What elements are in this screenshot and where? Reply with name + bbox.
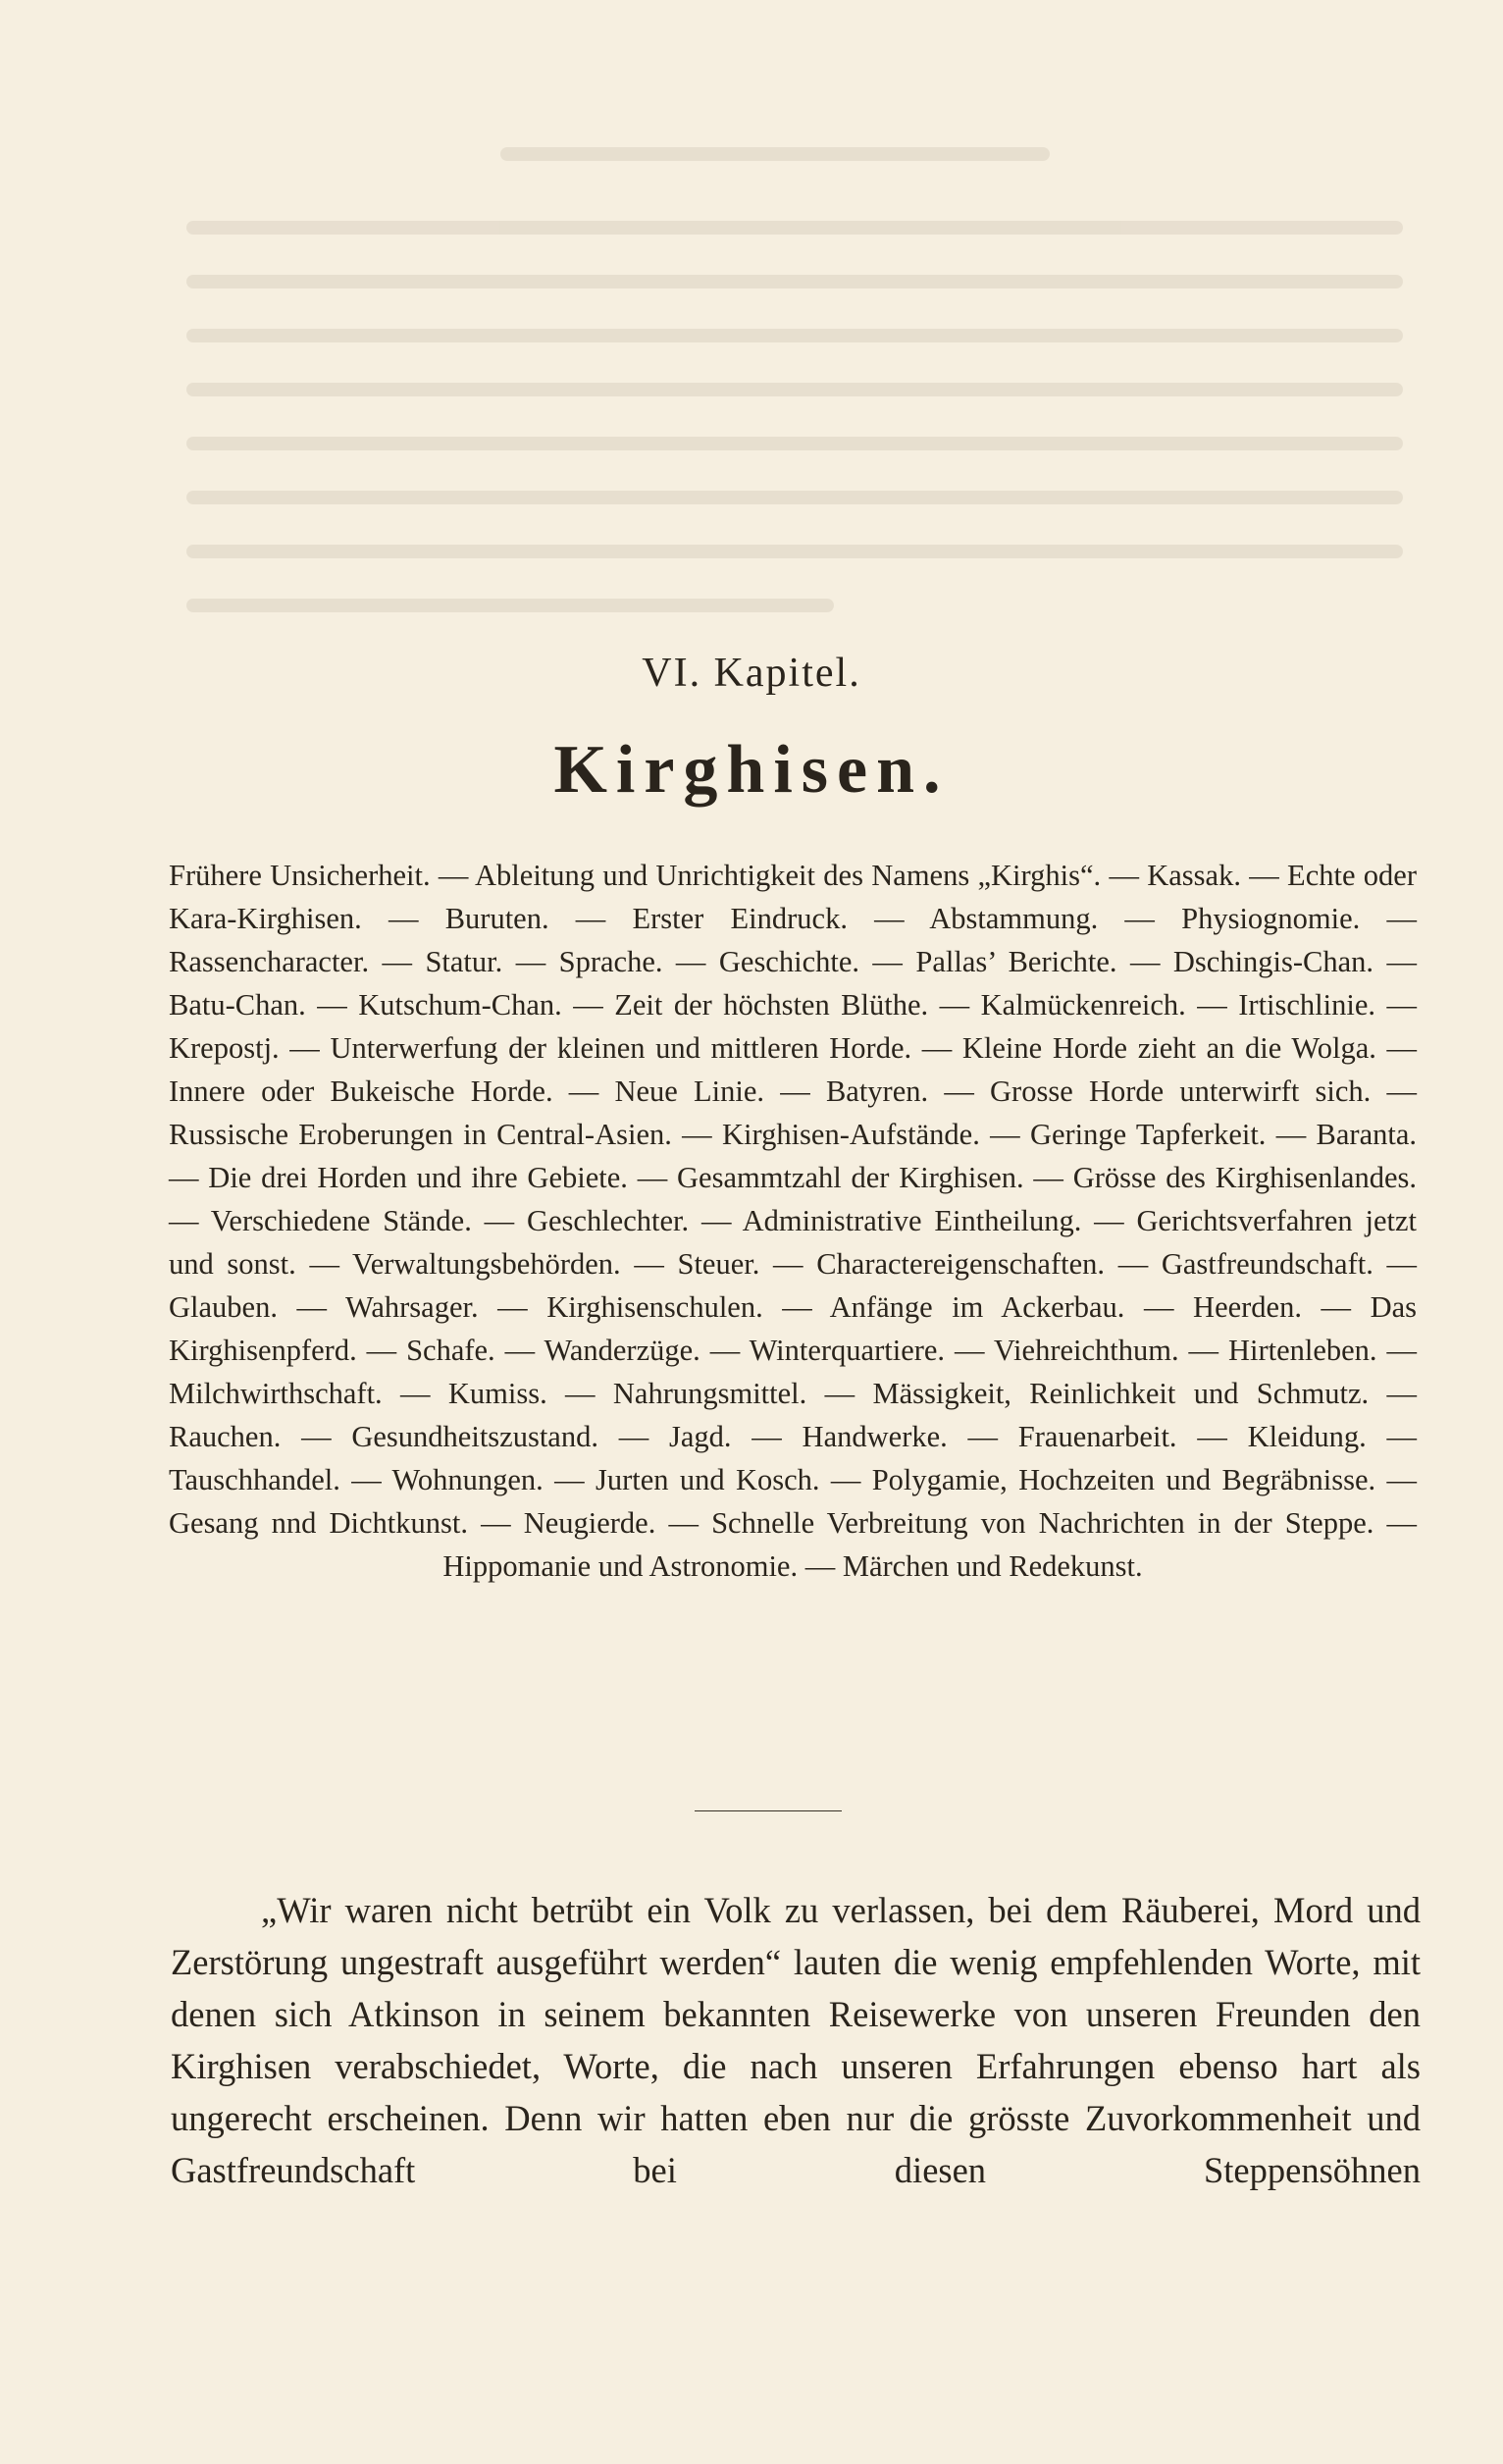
body-paragraph: „Wir waren nicht betrübt ein Volk zu verlassen, bei dem Räuberei, Mord und Zerstörung ungestraft ausgeführt werden“ lauten die wenig empfehlenden Worte, mit denen sich Atkinson in seinem bekannten Reisewerke von unseren Freunden den Kirghisen verabschiedet, Worte, die nach unseren Erfahrungen ebenso hart als ungerecht erscheinen. Denn wir hatten eben nur die grösste Zuvorkommenheit und Gastfreundschaft bei diesen Steppensöhnen [171,1890,1421,2190]
section-divider [695,1810,842,1811]
chapter-title: Kirghisen. [553,732,950,808]
show-through-text [147,128,1423,677]
chapter-number: VI. Kapitel. [642,651,861,696]
chapter-summary: Frühere Unsicherheit. — Ableitung und Unrichtigkeit des Namens „Kirghis“. — Kassak. — Echte oder Kara-Kirghisen. — Buruten. — Erster Eindruck. — Abstammung. — Physiognomie. — Rassencharacter. — Statur. — Sprache. — Geschichte. — Pallas’ Berichte. — Dschingis-Chan. — Batu-Chan. — Kutschum-Chan. — Zeit der höchsten Blüthe. — Kalmückenreich. — Irtischlinie. — Krepostj. — Unterwerfung der kleinen und mittleren Horde. — Kleine Horde zieht an die Wolga. — Innere oder Bukeische Horde. — Neue Linie. — Batyren. — Grosse Horde unterwirft sich. — Russische Eroberungen in Central-Asien. — Kirghisen-Aufstände. — Geringe Tapferkeit. — Baranta. — Die drei Horden und ihre Gebiete. — Gesammtzahl der Kirghisen. — Grösse des Kirghisenlandes. — Verschiedene Stände. — Geschlechter. — Administrative Eintheilung. — Gerichtsverfahren jetzt und sonst. — Verwaltungsbehörden. — Steuer. — Charactereigenschaften. — Gastfreundschaft. — Glauben. — Wahrsager. — Kirghisenschulen. — Anfänge im Ackerbau. — Heerden. — Das Kirghisenpferd. — Schafe. — Wanderzüge. — Winterquartiere. — Viehreichthum. — Hirtenleben. — Milchwirthschaft. — Kumiss. — Nahrungsmittel. — Mässigkeit, Reinlichkeit und Schmutz. — Rauchen. — Gesundheitszustand. — Jagd. — Handwerke. — Frauenarbeit. — Kleidung. — Tauschhandel. — Wohnungen. — Jurten und Kosch. — Polygamie, Hochzeiten und Begräbnisse. — Gesang nnd Dichtkunst. — Neugierde. — Schnelle Verbreitung von Nachrichten in der Steppe. — Hippomanie und Astronomie. — Märchen und Redekunst. [169,859,1417,1583]
